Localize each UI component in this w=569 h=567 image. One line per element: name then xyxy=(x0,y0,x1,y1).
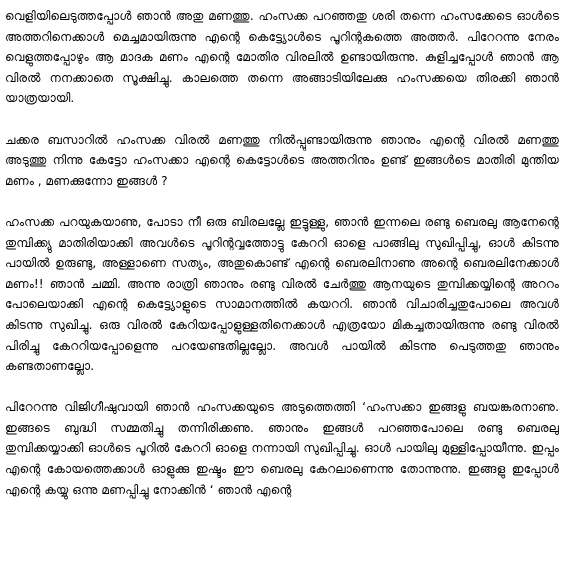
paragraph-4: പിറേറന്നു വിജിഗീഷുവായി ഞാൻ ഹംസക്കയുടെ അടുത്തെത്തി ‘ഹംസക്കാ ഇങ്ങളു ബയങ്കരനാണു. ഇങ്ങടെ ബുദ്ധി സമ്മതിച്ചു തന്നിരിക്കണു. ഞാനും ഇങ്ങൾ പറഞ്ഞപോലെ രണ്ടു ബെരലു തുമ്പിക്കയ്യാക്കി ഓൾടെ പൂറിൽ കേററി ഓളെ നന്നായി സുഖിപ്പിച്ചു. ഓൾ പായിലു മുള്ളിപ്പോയീന്നു. ഇപ്പം എന്റെ കോയത്തെക്കാൾ ഓളുക്കു ഇഷ്ടം ഈ ബെരലു കേറലാണെന്നു തോന്നുന്നു. ഇങ്ങളു ഇപ്പോൾ എന്റെ കയ്യു ഒന്നു മണപ്പിച്ചു നോക്കിൻ ‘ ഞാൻ എന്റെ xyxy=(5,400,559,497)
paragraph-gap xyxy=(5,109,559,130)
paragraph-gap xyxy=(5,377,559,398)
paragraph-1: വെളിയിലെടുത്തപ്പോൾ ഞാൻ അതു മണത്തു. ഹംസക്ക പറഞ്ഞതു ശരി തന്നെ ഹംസക്കേടെ ഓൾടെ അത്തറിനെക്കാൾ മെച്ചമായിരുന്നു എന്റെ കെട്ട്യോൾടെ പൂറിന്റകത്തെ അത്തർ. പിറേറന്നു നേരം വെളുത്തപ്പോഴും ആ മാദക മണം എന്റെ മോതിര വിരലിൽ ഉണ്ടായിരുന്നു. കുളിച്ചപ്പോൾ ഞാൻ ആ വിരൽ നനക്കാതെ സൂക്ഷിച്ചു. കാലത്തെ തന്നെ അങ്ങാടിയിലേക്കു ഹംസക്കയെ തിരക്കി ഞാൻ യാത്രയായി. xyxy=(5,9,559,106)
paragraph-gap xyxy=(5,191,559,212)
paragraph-2: ചക്കര ബസാറിൽ ഹംസക്ക വിരൽ മണത്തു നിൽപ്പുണ്ടായിരുന്നു ഞാനും എന്റെ വിരൽ മണത്തു അടുത്തു നിന്നു കേട്ടോ ഹംസക്കാ എന്റെ കെട്ടോൾടെ അത്തറിനും ഉണ്ട് ഇങ്ങൾടെ മാതിരി മുന്തിയ മണം , മണക്കുന്നോ ഇങ്ങൾ ? xyxy=(5,132,559,188)
paragraph-3: ഹംസക്ക പറയുകയാണു, പോടാ നീ ഒരു ബിരലല്ലേ ഇട്ടുള്ളു, ഞാൻ ഇന്നലെ രണ്ടു ബെരലു ആനേന്റെ തുമ്പിക്ക്യു മാതിരിയാക്കി അവൾടെ പൂറിന്റവ്വത്തോട്ടു കേററി ഓളെ പാങ്ങിലു സുഖിപ്പിച്ചു, ഓൾ കിടന്നു പായിൽ ഉരുണ്ടു, അള്ളാണെ സത്യം, അതുകൊണ്ട് എന്റെ ബെരലിനാണു അന്റെ ബെരലിനേക്കാൾ മണം!! ഞാൻ ചമ്മി. അന്നു രാത്രി ഞാനും രണ്ടു വിരൽ ചേർത്തു ആനയുടെ തുമ്പിക്കയ്യിന്റെ അററം പോലെയാക്കി എന്റെ കെട്ട്യോളുടെ സാമാനത്തിൽ കയററി. ഞാൻ വിചാരിച്ചതുപോലെ അവൾ കിടന്നു സുഖിച്ചു. ഒരു വിരൽ കേറിയപ്പോളുള്ളതിനെക്കാൾ എത്രയോ മികച്ചതായിരുന്നു രണ്ടു വിരൽ പിരിച്ചു കേററിയപ്പോളെന്നു പറയേണ്ടതില്ലല്ലോ. അവൾ പായിൽ കിടന്നു പെടുത്തതു ഞാനും കണ്ടതാണല്ലോ. xyxy=(5,214,559,374)
